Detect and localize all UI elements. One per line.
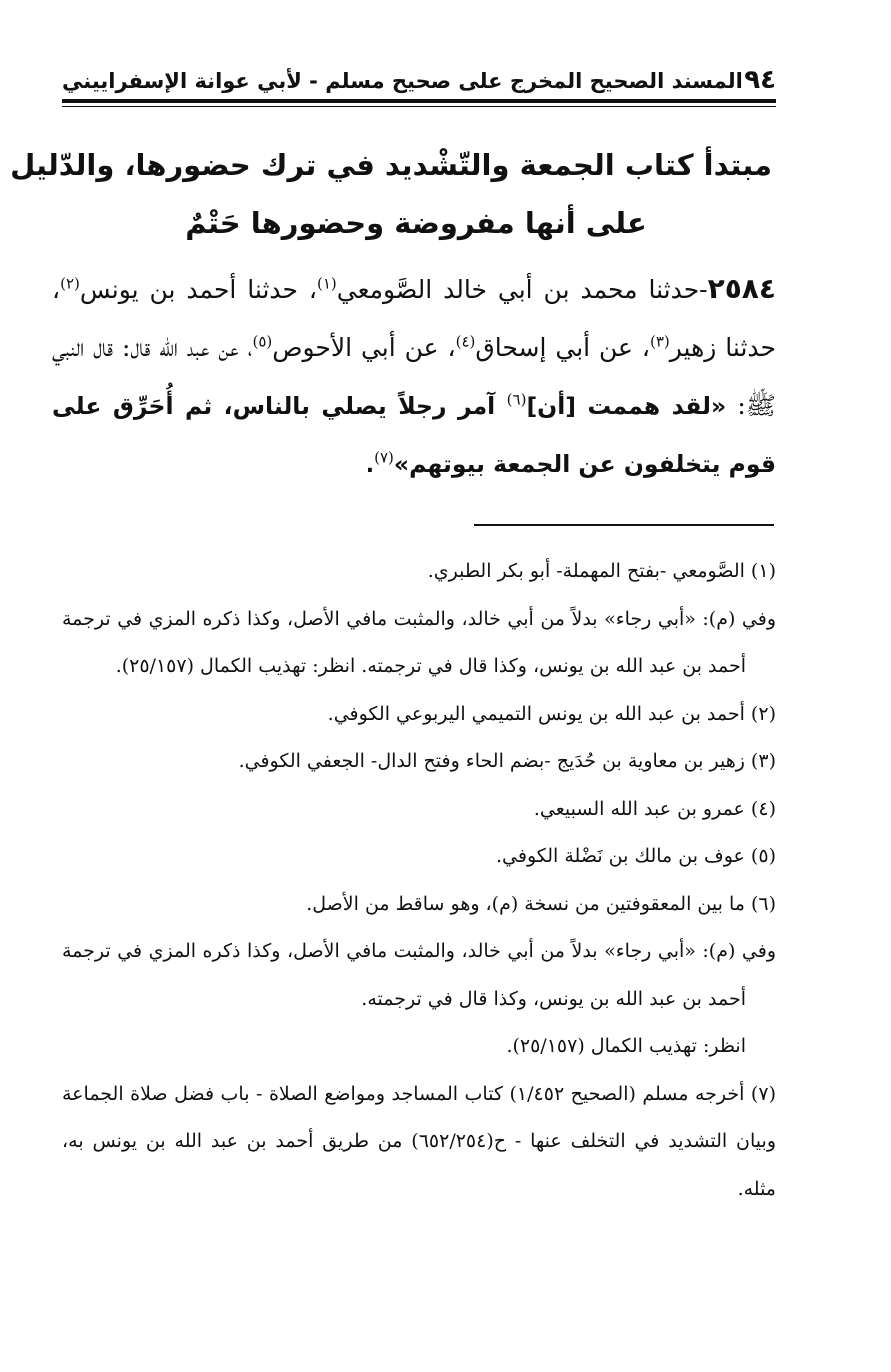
hadith-text-part: ، عن أبي إسحاق — [475, 333, 650, 362]
footnote-ref-4: (٤) — [455, 332, 476, 351]
footnote-ref-1: (١) — [316, 274, 337, 293]
chapter-heading — [10, 136, 772, 252]
footnote-2: (٢) أحمد بن عبد الله بن يونس التميمي اليربوعي الكوفي. — [327, 702, 776, 725]
footnote-ref-5: (٥) — [252, 332, 273, 351]
footnote-1-note: وفي (م): «أبي رجاء» بدلاً من أبي خالد، والمثبت مافي الأصل، وكذا ذكره المزي في ترجمة أحمد بن عبد الله بن يونس، وكذا قال في ترجمته. انظر: تهذيب الكمال (٢٥/١٥٧). — [62, 607, 776, 677]
prophetic-quote-continued: آمر رجلاً يصلي بالناس، ثم أُحَرِّق على قوم يتخلفون عن الجمعة بيوتهم» — [52, 392, 776, 478]
footnote-6-reference: انظر: تهذيب الكمال (٢٥/١٥٧). — [506, 1035, 746, 1057]
running-header — [62, 60, 776, 96]
hadith-text-part: ، عن عبد الله قال: قال النبي ﷺ: — [52, 333, 776, 420]
prophetic-quote: «لقد هممت [أن] — [526, 392, 727, 420]
page-number: ٩٤ — [744, 65, 776, 95]
header-rule — [62, 99, 776, 103]
hadith-number: ٢٥٨٤ — [707, 272, 776, 305]
footnote-ref-6: (٦) — [506, 390, 527, 409]
footnote-1: (١) الصَّومعي -بفتح المهملة- أبو بكر الطبري. — [427, 560, 776, 582]
footnote-6-note: وفي (م): «أبي رجاء» بدلاً من أبي خالد، والمثبت مافي الأصل، وكذا ذكره المزي في ترجمة أحمد بن عبد الله بن يونس، وكذا قال في ترجمته. — [62, 940, 776, 1010]
footnote-4: (٤) عمرو بن عبد الله السبيعي. — [533, 797, 776, 820]
chapter-heading-line-2: على أنها مفروضة وحضورها حَتْمٌ — [185, 206, 647, 240]
hadith-text-part: ، حدثنا أحمد بن يونس — [79, 275, 317, 304]
footnote-ref-3: (٣) — [649, 332, 670, 351]
chapter-heading-line-1: مبتدأ كتاب الجمعة والتّشْديد في ترك حضورها، والدّليل — [10, 148, 772, 182]
footnote-6: (٦) ما بين المعقوفتين من نسخة (م)، وهو ساقط من الأصل. — [306, 892, 776, 915]
footnote-ref-2: (٢) — [60, 274, 80, 293]
footnotes — [62, 548, 776, 1213]
footnote-5: (٥) عوف بن مالك بن نَضْلة الكوفي. — [496, 845, 776, 867]
footnote-3: (٣) زهير بن معاوية بن حُدَيج -بضم الحاء وفتح الدال- الجعفي الكوفي. — [238, 750, 776, 772]
footnote-ref-7: (٧) — [374, 448, 394, 467]
hadith-text-part: -حدثنا محمد بن أبي خالد الصَّومعي — [336, 275, 708, 304]
footnote-separator — [474, 524, 774, 526]
hadith-text-part: ، عن أبي الأحوص — [272, 333, 456, 362]
running-title: المسند الصحيح المخرج على صحيح مسلم - لأبي عوانة الإسفراييني — [62, 69, 743, 93]
hadith-text-part: ، حدثنا زهير — [52, 275, 776, 362]
hadith-end: . — [365, 453, 375, 478]
hadith-text — [52, 260, 776, 495]
footnote-7: (٧) أخرجه مسلم (الصحيح ١/٤٥٢) كتاب المساجد ومواضع الصلاة - باب فضل صلاة الجماعة وبيان التشديد في التخلف عنها - ح(٦٥٢/٢٥٤) من طريق أحمد بن عبد الله بن يونس به، مثله. — [62, 1082, 776, 1200]
header-rule-thin — [62, 106, 776, 107]
